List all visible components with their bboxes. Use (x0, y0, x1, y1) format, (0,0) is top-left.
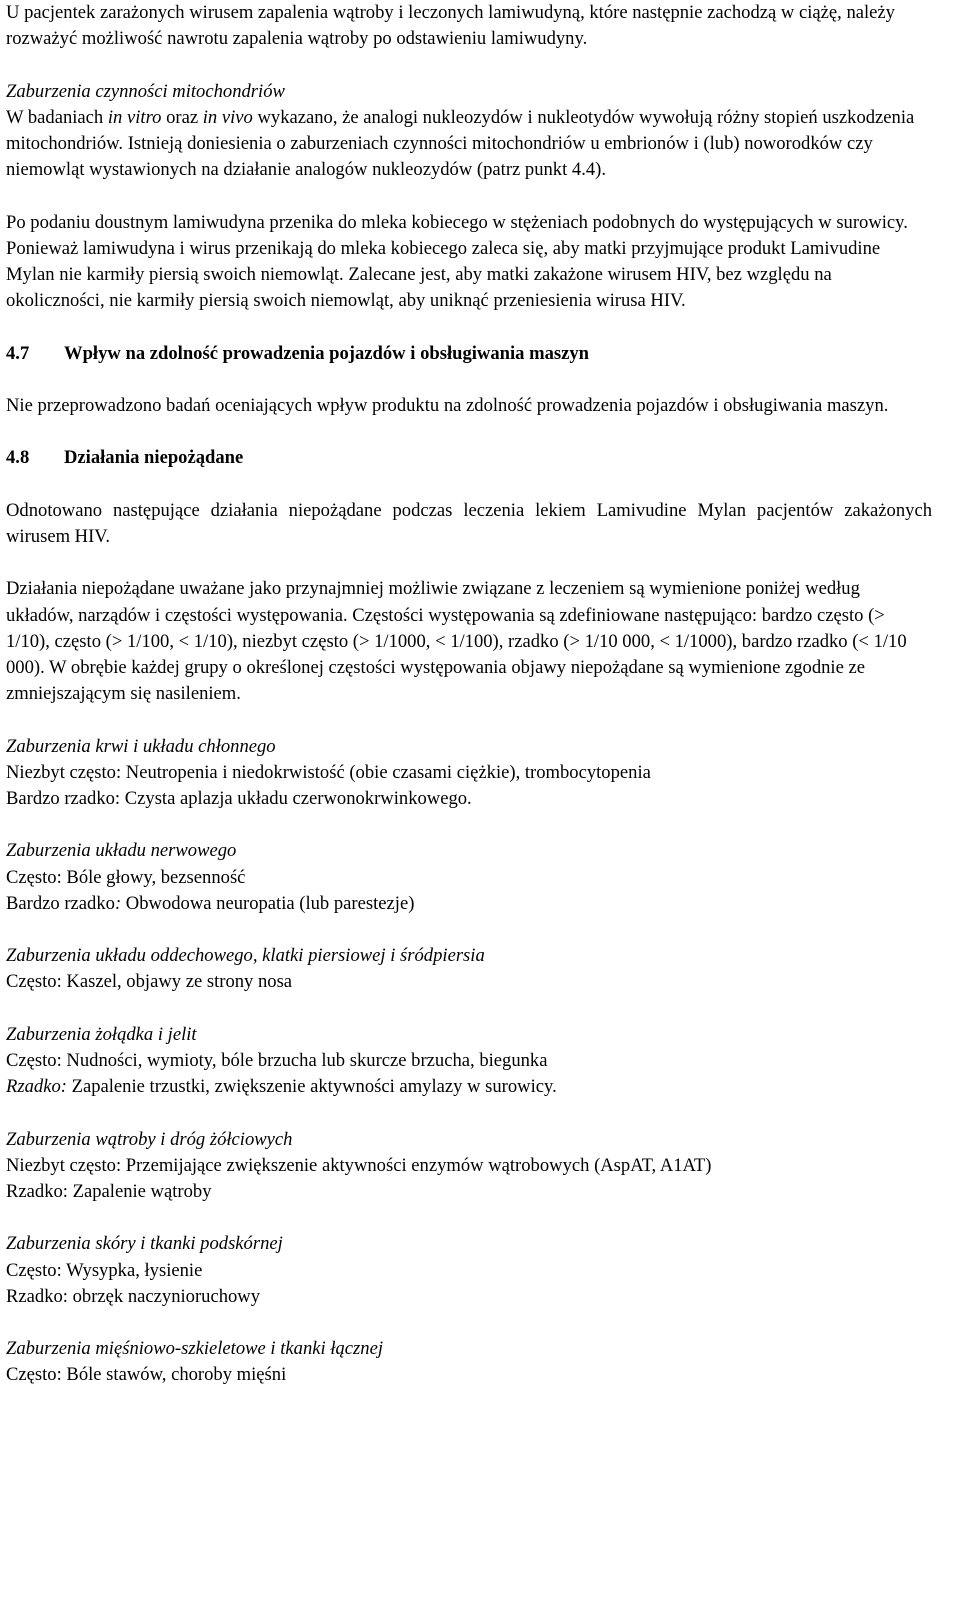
hbv-pregnancy-paragraph: U pacjentek zarażonych wirusem zapalenia wątroby i leczonych lamiwudyną, które następnie zachodzą w ciążę, należy rozważyć możliwość nawrotu zapalenia wątroby po odstawieniu lamiwudyny. (6, 2, 895, 50)
respiratory-line-1: Często: Kaszel, objawy ze strony nosa (6, 971, 293, 993)
frequency-definition-paragraph: Działania niepożądane uważane jako przynajmniej możliwie związane z leczeniem są wymienione poniżej według układów, narządów i częstości występowania. Częstości występowania są zdefiniowane następująco: bardzo często (> 1/10), często (> 1/100, < 1/10), niezbyt często (> 1/1000, < 1/100), rzadko (> 1/10 000, < 1/1000), bardzo rzadko (< 1/10 000). W obrębie każdej grupy o określonej częstości występowania objawy niepożądane są wymienione zgodnie ze zmniejszającym się nasileniem. (6, 578, 907, 705)
section-4-8-number: 4.8 (6, 447, 30, 469)
nervous-line-2-label: Bardzo rzadko (6, 892, 115, 914)
mitochondria-paragraph (6, 105, 932, 184)
nervous-line-1: Często: Bóle głowy, bezsenność (6, 866, 246, 888)
gastro-line-2-rest: Zapalenie trzustki, zwiększenie aktywności amylazy w surowicy. (66, 1076, 557, 1098)
mitochondria-text-2: oraz (161, 106, 203, 128)
musculoskeletal-heading: Zaburzenia mięśniowo-szkieletowe i tkanki łącznej (6, 1338, 383, 1360)
section-4-8-heading (6, 445, 932, 471)
nervous-line-2-rest: Obwodowa neuropatia (lub parestezje) (121, 892, 415, 914)
liver-heading: Zaburzenia wątroby i dróg żółciowych (6, 1128, 293, 1150)
section-4-7-heading (6, 341, 932, 367)
section-4-7-title: Wpływ na zdolność prowadzenia pojazdów i obsługiwania maszyn (64, 342, 590, 364)
respiratory-heading: Zaburzenia układu oddechowego, klatki piersiowej i śródpiersia (6, 945, 485, 967)
liver-line-2: Rzadko: Zapalenie wątroby (6, 1180, 212, 1202)
adverse-effects-intro: Odnotowano następujące działania niepożądane podczas leczenia lekiem Lamivudine Mylan pacjentów zakażonych wirusem HIV. (6, 499, 932, 547)
mitochondria-text-1: W badaniach (6, 106, 108, 128)
blood-heading: Zaburzenia krwi i układu chłonnego (6, 735, 276, 757)
nervous-line-2-colon: : (114, 892, 122, 914)
driving-paragraph: Nie przeprowadzono badań oceniających wpływ produktu na zdolność prowadzenia pojazdów i obsługiwania maszyn. (6, 394, 889, 416)
mitochondria-text-3: wykazano, że analogi nukleozydów i nukleotydów wywołują różny stopień uszkodzenia mitochondriów. Istnieją doniesienia o zaburzeniach czynności mitochondriów u embrionów i (lub) noworodków czy niemowląt wystawionych na działanie analogów nukleozydów (patrz punkt 4.4). (6, 106, 915, 181)
in-vivo-term: in vivo (202, 106, 253, 128)
musculoskeletal-line-1: Często: Bóle stawów, choroby mięśni (6, 1364, 287, 1386)
nervous-heading: Zaburzenia układu nerwowego (6, 840, 237, 862)
liver-line-1: Niezbyt często: Przemijające zwiększenie aktywności enzymów wątrobowych (AspAT, A1AT) (6, 1154, 712, 1176)
gastro-heading: Zaburzenia żołądka i jelit (6, 1023, 197, 1045)
nervous-line-2 (6, 891, 932, 917)
section-4-7-number: 4.7 (6, 342, 30, 364)
gastro-line-2 (6, 1074, 616, 1100)
mitochondria-heading: Zaburzenia czynności mitochondriów (6, 80, 285, 102)
gastro-line-1: Często: Nudności, wymioty, bóle brzucha lub skurcze brzucha, biegunka (6, 1049, 548, 1071)
breastfeeding-paragraph: Po podaniu doustnym lamiwudyna przenika do mleka kobiecego w stężeniach podobnych do występujących w surowicy. Ponieważ lamiwudyna i wirus przenikają do mleka kobiecego zaleca się, aby matki przyjmujące produkt Lamivudine Mylan nie karmiły piersią swoich niemowląt. Zalecane jest, aby matki zakażone wirusem HIV, bez względu na okoliczności, nie karmiły piersią swoich niemowląt, aby uniknąć przeniesienia wirusa HIV. (6, 211, 908, 312)
skin-heading: Zaburzenia skóry i tkanki podskórnej (6, 1233, 283, 1255)
gastro-line-2-label: Rzadko: (6, 1076, 67, 1098)
blood-line-2: Bardzo rzadko: Czysta aplazja układu czerwonokrwinkowego. (6, 787, 472, 809)
skin-line-1: Często: Wysypka, łysienie (6, 1259, 203, 1281)
in-vitro-term: in vitro (107, 106, 162, 128)
skin-line-2: Rzadko: obrzęk naczynioruchowy (6, 1285, 261, 1307)
section-4-8-title: Działania niepożądane (64, 447, 244, 469)
blood-line-1: Niezbyt często: Neutropenia i niedokrwistość (obie czasami ciężkie), trombocytopenia (6, 761, 651, 783)
